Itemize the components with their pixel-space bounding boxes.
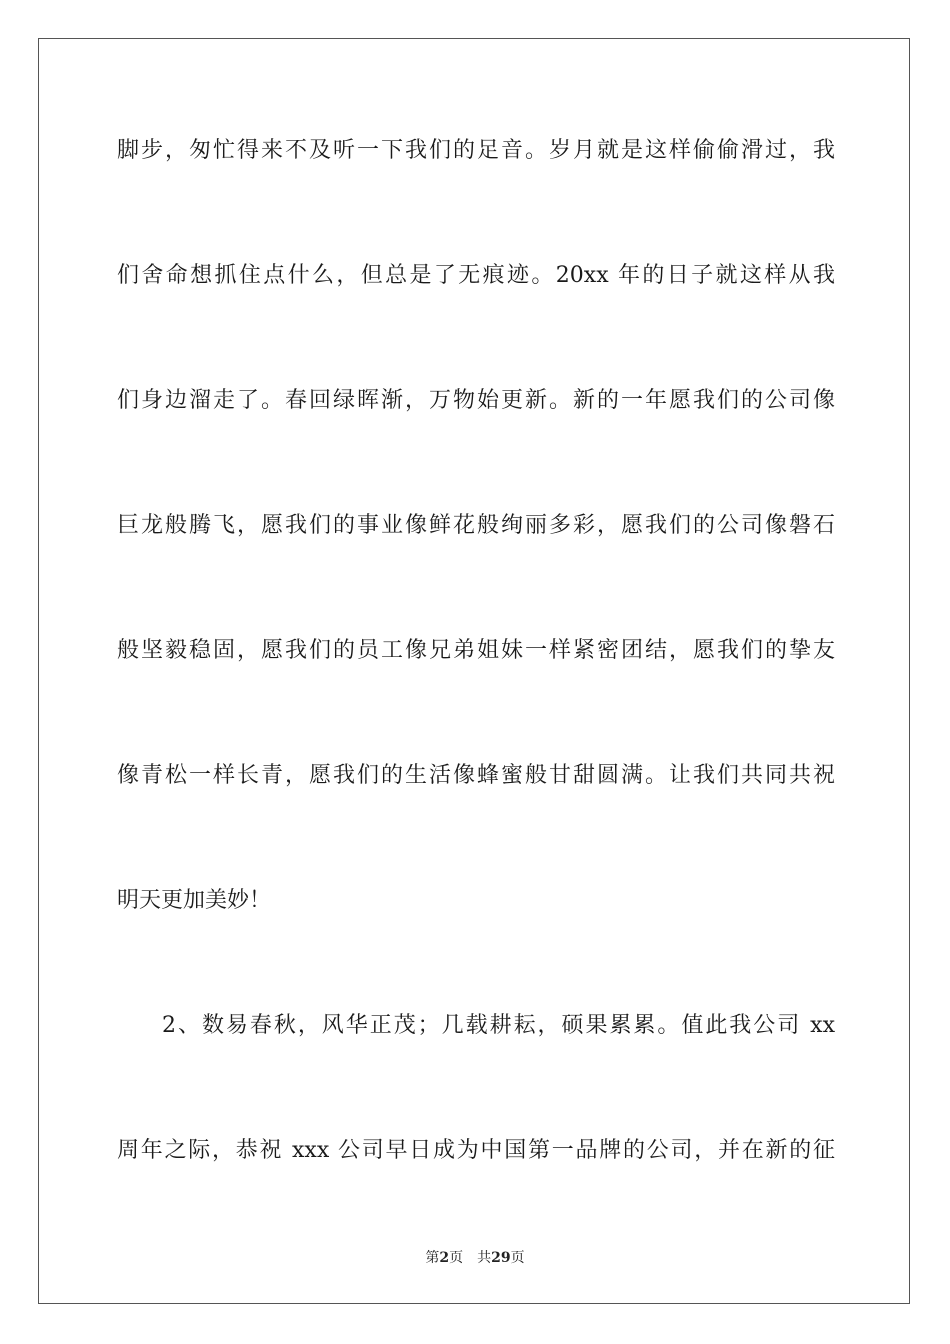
page-number-footer [0,1247,950,1267]
page-border [38,38,910,1304]
body-text-line: 脚步，匆忙得来不及听一下我们的足音。岁月就是这样偷偷滑过，我 [117,138,835,163]
page-suffix: 页 [510,1250,525,1266]
body-text-line: 巨龙般腾飞，愿我们的事业像鲜花般绚丽多彩，愿我们的公司像磐石 [117,513,835,538]
current-page-number: 2 [439,1250,450,1266]
body-text-line: 们身边溜走了。春回绿晖渐，万物始更新。新的一年愿我们的公司像 [117,388,835,413]
body-text-line: 像青松一样长青，愿我们的生活像蜂蜜般甘甜圆满。让我们共同共祝 [117,763,835,788]
paragraph-start-line: 2、数易春秋，风华正茂；几载耕耘，硕果累累。值此我公司 xx [162,1013,835,1038]
body-text-line: 般坚毅稳固，愿我们的员工像兄弟姐妹一样紧密团结，愿我们的挚友 [117,638,835,663]
body-text-line: 明天更加美妙！ [117,888,272,913]
total-page-number: 29 [491,1250,511,1266]
body-text-line: 周年之际，恭祝 xxx 公司早日成为中国第一品牌的公司，并在新的征 [117,1138,835,1163]
body-text-line: 们舍命想抓住点什么，但总是了无痕迹。20xx 年的日子就这样从我 [117,263,835,288]
page-prefix: 第 [425,1250,440,1266]
page-mid: 页 共 [449,1250,492,1266]
